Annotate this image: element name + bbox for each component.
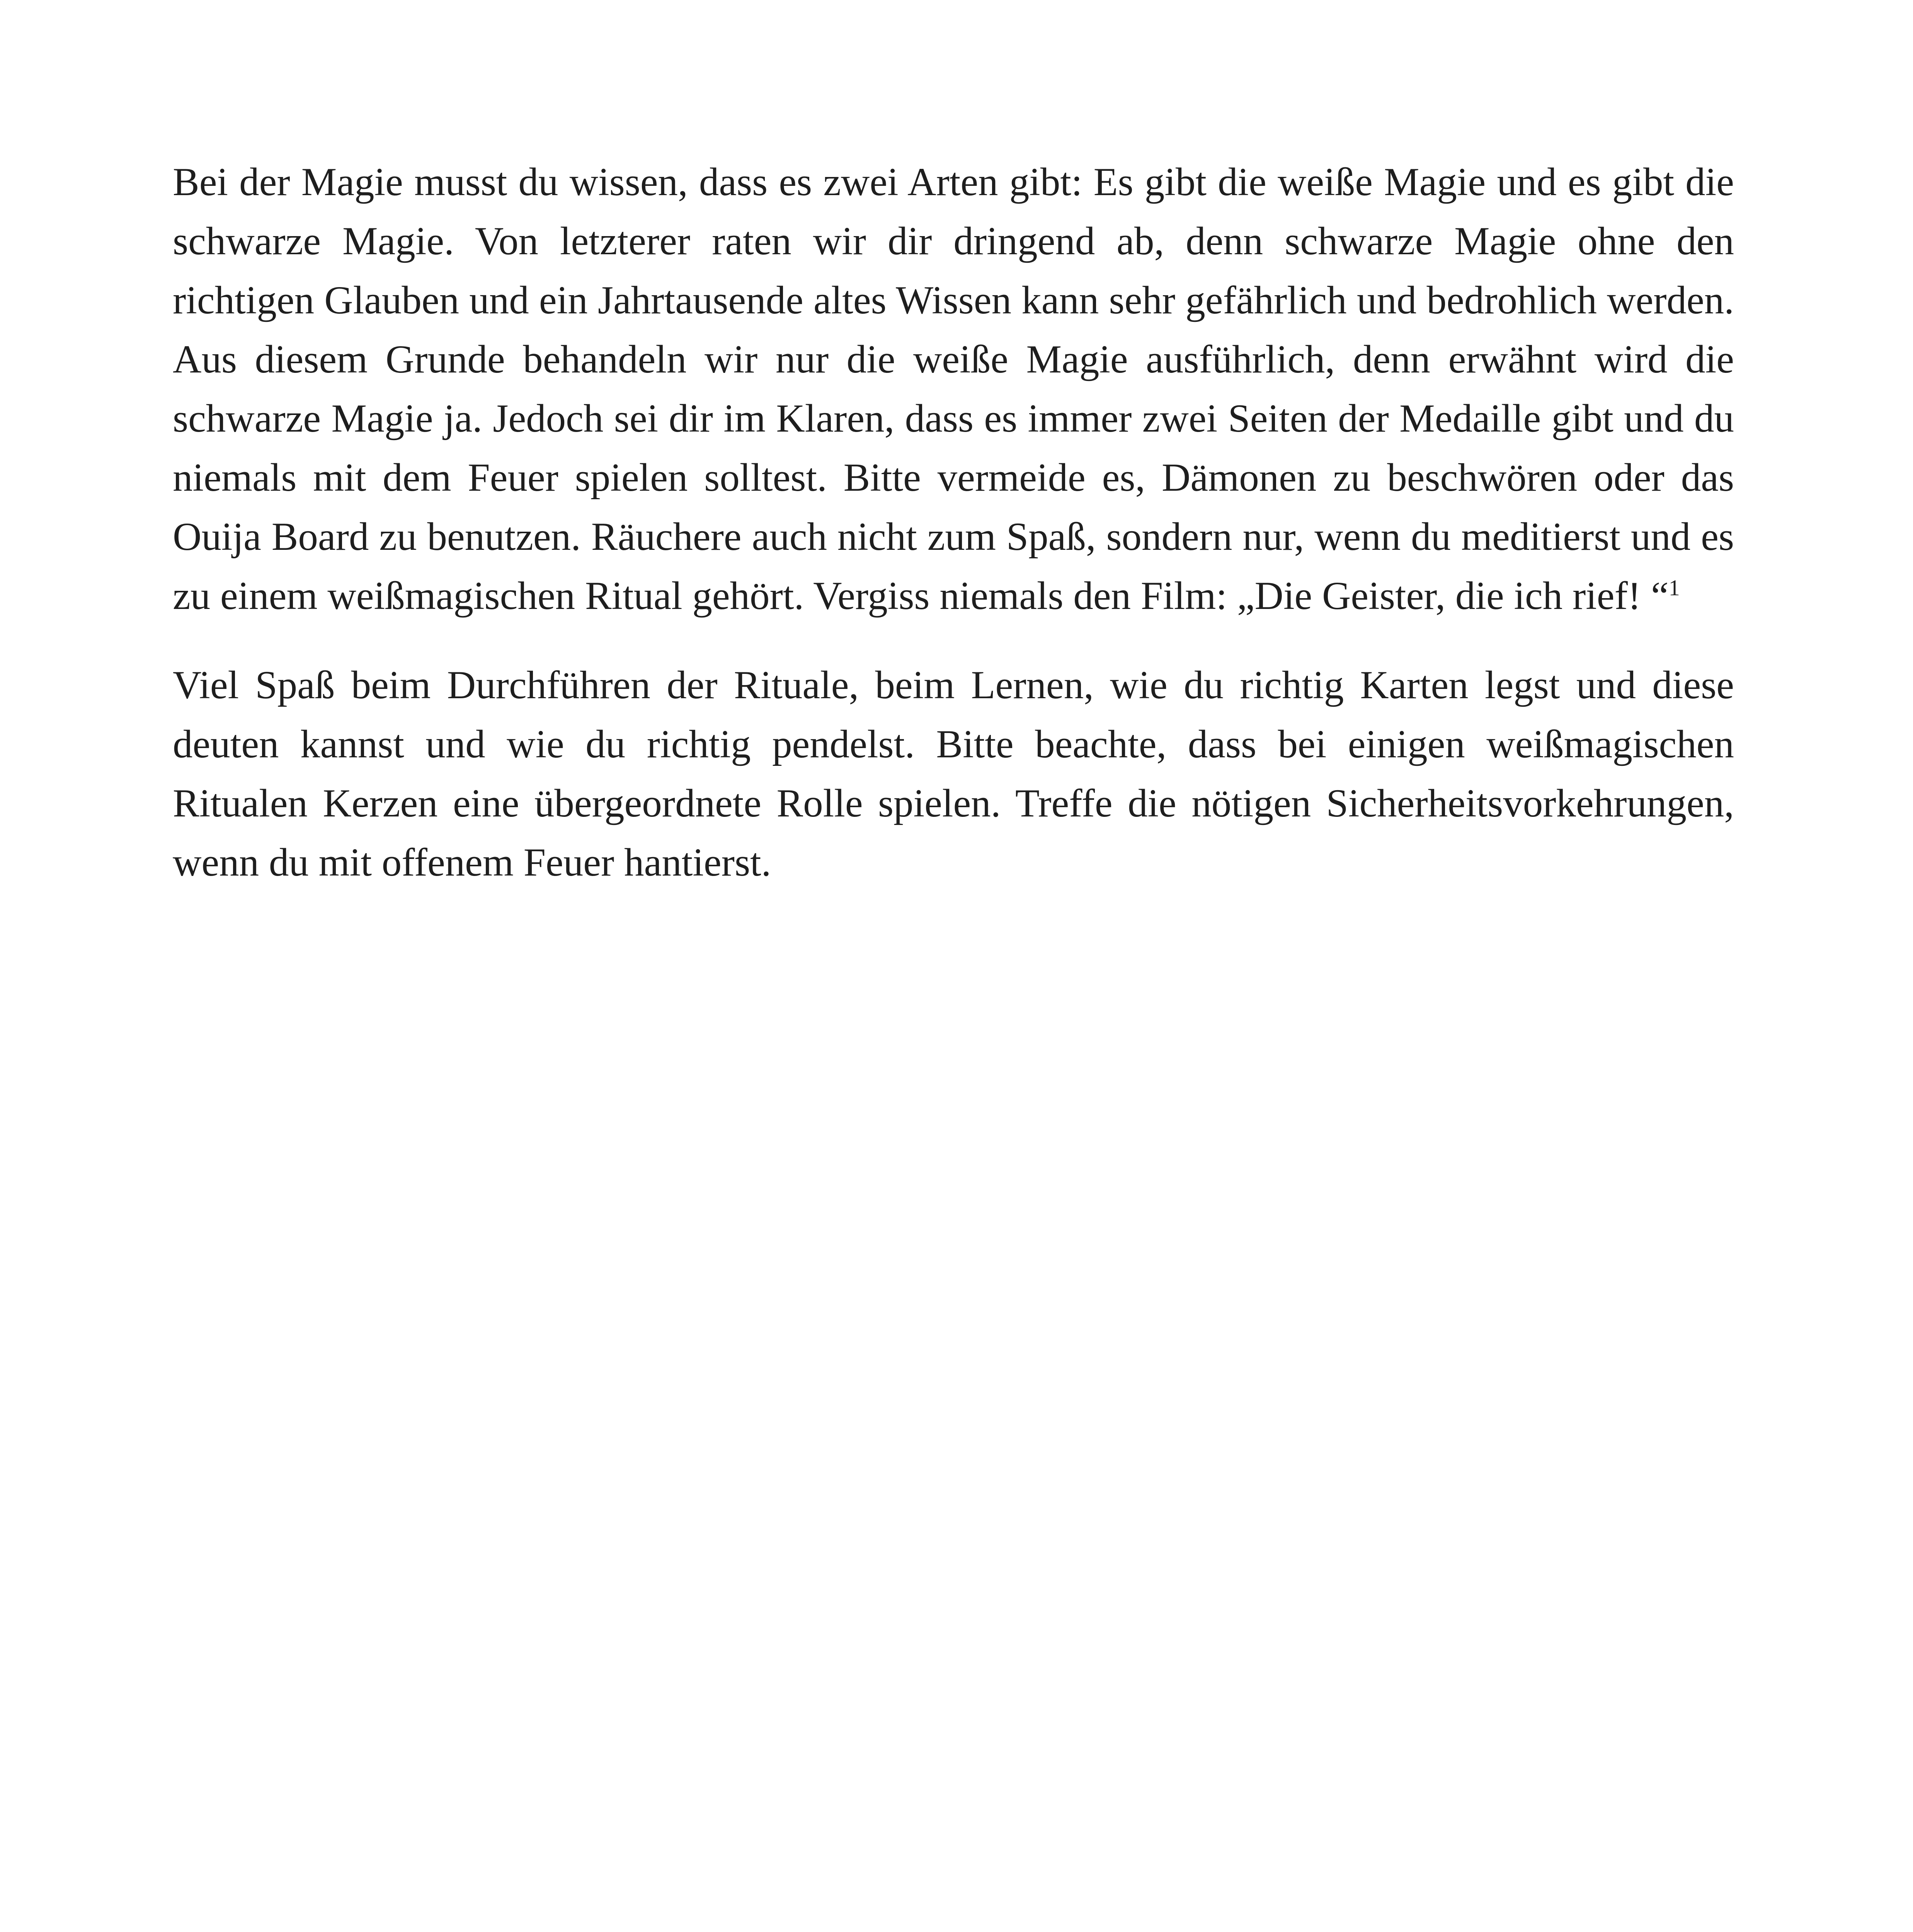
paragraph-1-text: Bei der Magie musst du wissen, dass es zwei Arten gibt: Es gibt die weiße Magie und es gibt die schwarze Magie. Von letzterer raten wir dir dringend ab, denn schwarze Magie ohne den richtigen Glauben und ein Jahrtausende altes Wissen kann sehr gefährlich und bedrohlich werden. Aus diesem Grunde behandeln wir nur die weiße Magie ausführlich, denn erwähnt wird die schwarze Magie ja. Jedoch sei dir im Klaren, dass es immer zwei Seiten der Medaille gibt und du niemals mit dem Feuer spielen solltest. Bitte vermeide es, Dämonen zu beschwören oder das Ouija Board zu benutzen. Räuchere auch nicht zum Spaß, sondern nur, wenn du meditierst und es zu einem weißmagischen Ritual gehört. Vergiss niemals den Film: „Die Geister, die ich rief! “ (173, 160, 1734, 618)
paragraph-2: Viel Spaß beim Durchführen der Rituale, beim Lernen, wie du richtig Karten legst und diese deuten kannst und wie du richtig pendelst. Bitte beachte, dass bei einigen weißmagischen Ritualen Kerzen eine übergeordnete Rolle spielen. Treffe die nötigen Sicherheitsvorkehrungen, wenn du mit offenem Feuer hantierst. (173, 663, 1734, 884)
footnote-reference: 1 (1668, 575, 1680, 600)
